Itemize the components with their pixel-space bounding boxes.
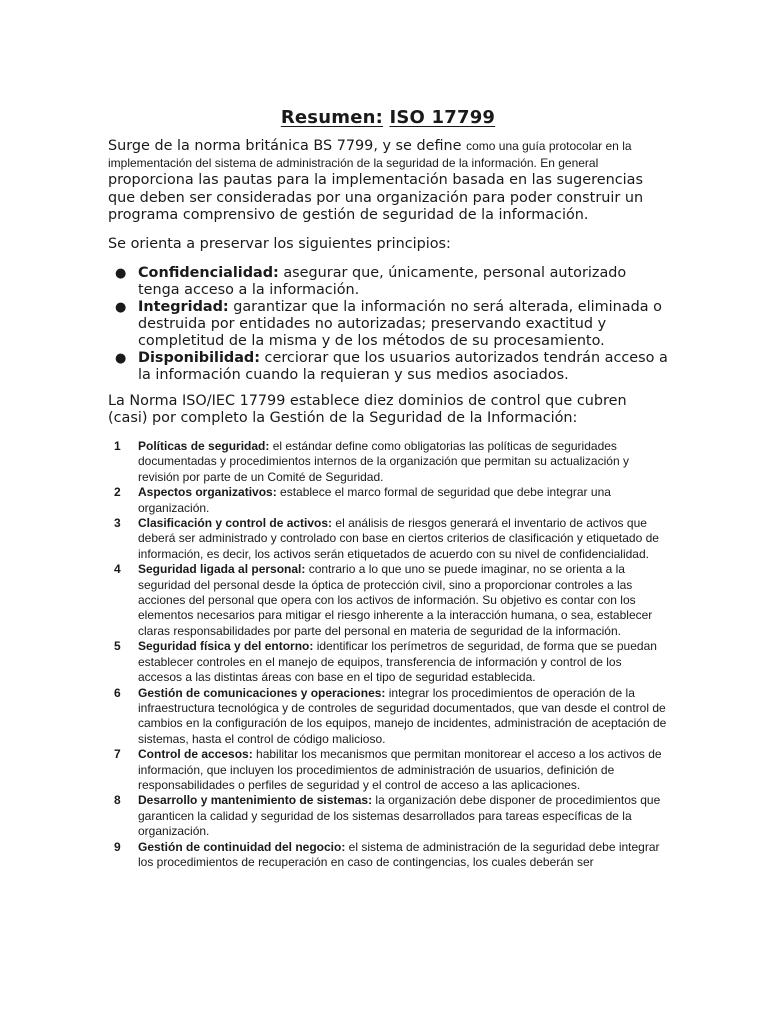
domain-item bbox=[108, 439, 668, 485]
bullet-icon: ● bbox=[115, 266, 127, 281]
principle-item bbox=[108, 350, 668, 384]
domain-term: Aspectos organizativos: bbox=[138, 485, 277, 500]
domain-number: 2 bbox=[114, 485, 121, 500]
principles-list bbox=[108, 265, 668, 384]
domain-number: 9 bbox=[114, 839, 121, 854]
principle-term: Confidencialidad: bbox=[138, 265, 279, 281]
principle-text: garantizar que la información no será alterada, eliminada o destruida por entidades no autorizadas; preservando exactitud y completitud de la misma y de los métodos de su procesamiento. bbox=[138, 299, 662, 349]
domain-number: 5 bbox=[114, 639, 121, 654]
domain-number: 3 bbox=[114, 516, 121, 531]
domain-item bbox=[108, 793, 668, 839]
domains-list bbox=[108, 439, 668, 870]
title-code: ISO 17799 bbox=[389, 107, 496, 128]
domain-term: Clasificación y control de activos: bbox=[138, 516, 333, 531]
principles-lead: Se orienta a preservar los siguientes principios: bbox=[108, 236, 451, 252]
domain-number: 1 bbox=[114, 439, 121, 453]
bullet-icon: ● bbox=[115, 300, 127, 315]
domain-text: establece el marco formal de seguridad que debe integrar una organización. bbox=[138, 485, 611, 515]
domain-text: identificar los perímetros de seguridad, de forma que se puedan establecer controles en el manejo de equipos, transferencia de información y control de los accesos a las distintas áreas con base en el tipo de seguridad establecida. bbox=[138, 639, 657, 685]
principle-item bbox=[108, 265, 668, 299]
domain-number: 4 bbox=[114, 562, 121, 577]
domain-number: 7 bbox=[114, 747, 121, 762]
domain-text: el sistema de administración de la seguridad debe integrar los procedimientos de recuperación en caso de contingencias, los cuales deberán ser bbox=[138, 839, 660, 869]
intro-paragraph bbox=[108, 138, 668, 224]
domain-item bbox=[108, 562, 668, 639]
domain-number: 8 bbox=[114, 793, 121, 808]
intro-part2: como una guía protocolar en la implementación del sistema de administración de la seguridad de la información. En general bbox=[108, 139, 632, 171]
principle-text: cerciorar que los usuarios autorizados tendrán acceso a la información cuando la requieran y sus medios asociados. bbox=[138, 350, 668, 383]
domain-text: contrario a lo que uno se puede imaginar, no se orienta a la seguridad del personal desde la óptica de protección civil, sino a proporcionar controles a las acciones del personal que opera con los activos de información. Su objetivo es contar con los elementos necesarios para mitigar el riesgo inherente a la interacción humana, o sea, establecer claras responsabilidades por parte del personal en materia de seguridad de la información. bbox=[138, 562, 653, 638]
domain-number: 6 bbox=[114, 685, 121, 700]
domain-item bbox=[108, 485, 668, 516]
domain-text: integrar los procedimientos de operación de la infraestructura tecnológica y de controles de seguridad documentados, que van desde el control de cambios en la configuración de los equipos, manejo de incidentes, administración de aceptación de sistemas, hasta el control de código malicioso. bbox=[138, 685, 667, 746]
title-prefix: Resumen: bbox=[280, 107, 384, 128]
domain-item bbox=[108, 686, 668, 748]
domain-text: el análisis de riesgos generará el inventario de activos que deberá ser administrado y controlado con base en ciertos criterios de clasificación y etiquetado de información, es decir, los activos serán etiquetados de acuerdo con su nivel de confidencialidad. bbox=[138, 516, 659, 561]
domain-text: habilitar los mecanismos que permitan monitorear el acceso a los activos de información, que incluyen los procedimientos de administración de usuarios, definición de responsabilidades o perfiles de seguridad y el control de acceso a las aplicaciones. bbox=[138, 747, 662, 792]
domain-item bbox=[108, 840, 668, 871]
domain-term: Desarrollo y mantenimiento de sistemas: bbox=[138, 793, 373, 808]
principle-term: Disponibilidad: bbox=[138, 350, 260, 366]
domain-text: la organización debe disponer de procedimientos que garanticen la calidad y seguridad de los sistemas desarrollados para tareas específicas de la organización. bbox=[138, 793, 661, 839]
domain-text: el estándar define como obligatorias las políticas de seguridades documentadas y procedimientos internos de la organización que permitan su actualización y revisión por parte de un Comité de Seguridad. bbox=[138, 439, 629, 484]
domain-item bbox=[108, 639, 668, 685]
document-title bbox=[108, 107, 668, 128]
domain-term: Políticas de seguridad: bbox=[138, 439, 270, 453]
intro-part1: Surge de la norma británica BS 7799, y se define bbox=[108, 138, 467, 154]
domain-item bbox=[108, 516, 668, 562]
domain-item bbox=[108, 747, 668, 793]
domain-term: Gestión de comunicaciones y operaciones: bbox=[138, 685, 386, 700]
domain-term: Gestión de continuidad del negocio: bbox=[138, 839, 346, 854]
principle-term: Integridad: bbox=[138, 299, 229, 315]
domains-lead: La Norma ISO/IEC 17799 establece diez dominios de control que cubren (casi) por completo la Gestión de la Seguridad de la Información: bbox=[108, 393, 627, 426]
domain-term: Seguridad ligada al personal: bbox=[138, 562, 306, 577]
bullet-icon: ● bbox=[115, 351, 127, 366]
intro-part3: proporciona las pautas para la implementación basada en las sugerencias que deben ser consideradas por una organización para poder construir un programa comprensivo de gestión de seguridad de la información. bbox=[108, 172, 644, 223]
principle-text: asegurar que, únicamente, personal autorizado tenga acceso a la información. bbox=[138, 265, 627, 298]
domain-term: Seguridad física y del entorno: bbox=[138, 639, 314, 654]
principle-item bbox=[108, 299, 668, 350]
domain-term: Control de accesos: bbox=[138, 747, 253, 762]
